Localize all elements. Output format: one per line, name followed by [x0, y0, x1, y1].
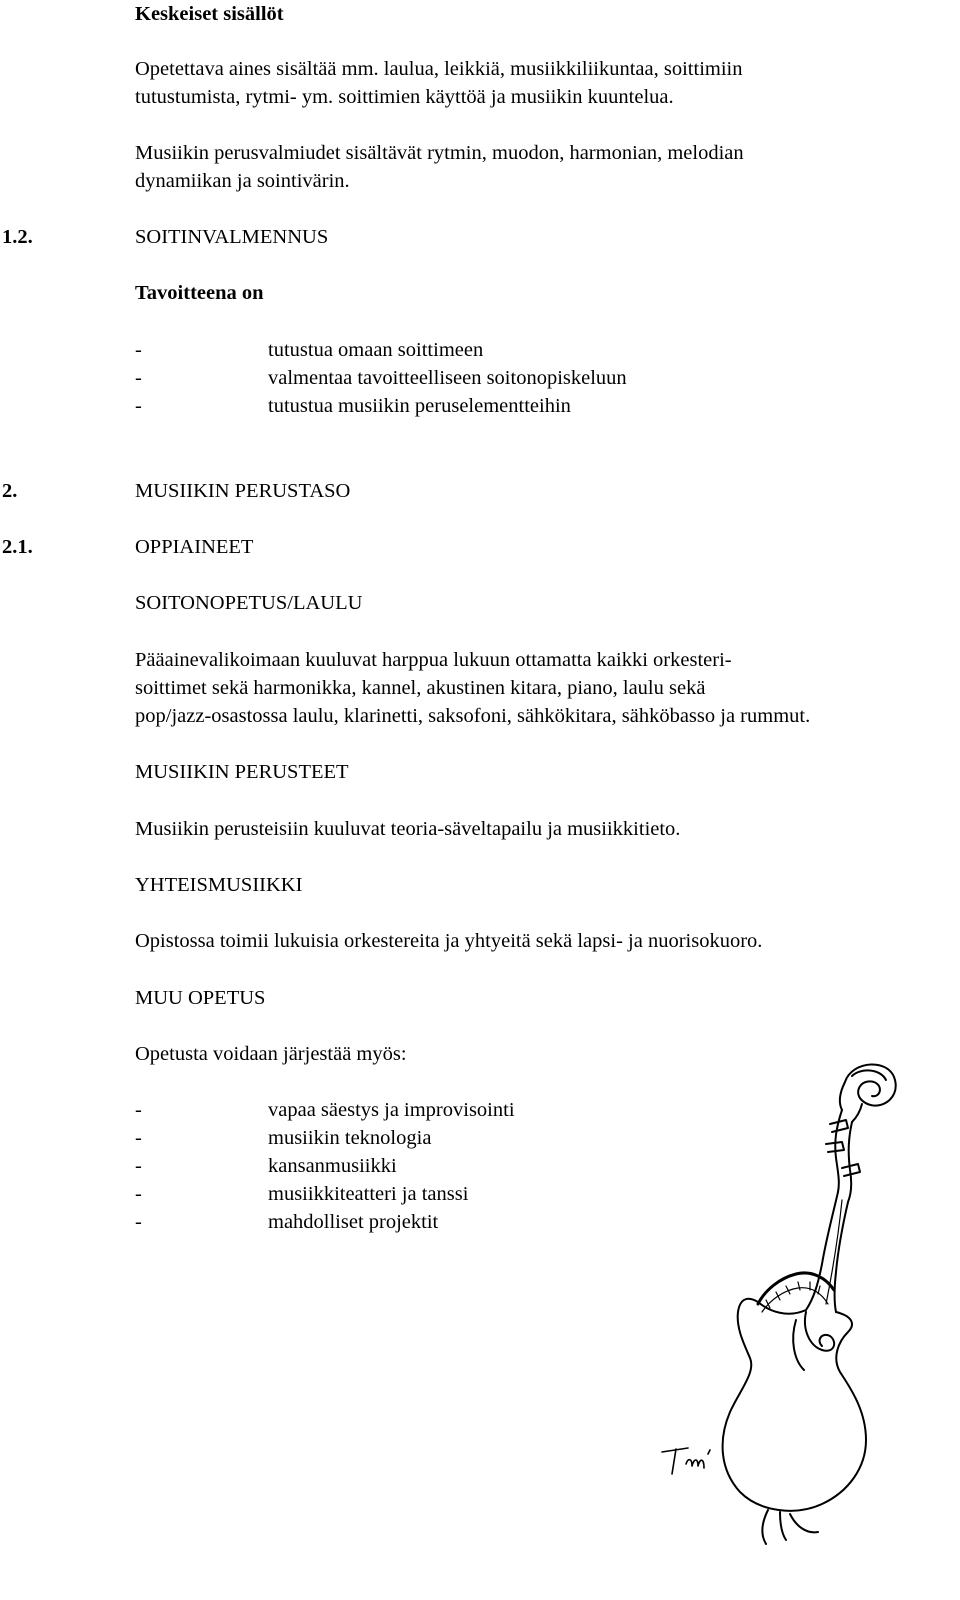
tavoitteena-heading: Tavoitteena on [135, 282, 264, 304]
soitinvalmennus-number: 1.2. [2, 226, 33, 248]
muu-item-text: vapaa säestys ja improvisointi [268, 1099, 515, 1121]
cello-endpin [762, 1510, 818, 1544]
cello-body [723, 1273, 866, 1511]
soitonopetus-line-2: soittimet sekä harmonikka, kannel, akustinen kitara, piano, laulu sekä [135, 677, 706, 699]
keskeiset-paragraph-1-line-1: Opetettava aines sisältää mm. laulua, leikkiä, musiikkiliikuntaa, soittimiin [135, 58, 743, 80]
cello-scroll [840, 1064, 896, 1122]
keskeiset-heading: Keskeiset sisällöt [135, 3, 284, 25]
perusteet-heading: MUSIIKIN PERUSTEET [135, 761, 349, 783]
goal-item-text: tutustua omaan soittimeen [268, 339, 484, 361]
goal-item-text: valmentaa tavoitteelliseen soitonopiskeluun [268, 367, 627, 389]
keskeiset-paragraph-2-line-1: Musiikin perusvalmiudet sisältävät rytmin, muodon, harmonian, melodian [135, 142, 744, 164]
perusteet-text: Musiikin perusteisiin kuuluvat teoria-säveltapailu ja musiikkitieto. [135, 818, 681, 840]
muu-item-text: kansanmusiikki [268, 1155, 397, 1177]
oppiaineet-number: 2.1. [2, 536, 33, 558]
keskeiset-paragraph-2-line-2: dynamiikan ja sointivärin. [135, 170, 350, 192]
muu-item-text: musiikkiteatteri ja tanssi [268, 1183, 469, 1205]
muu-item-dash: - [135, 1099, 142, 1121]
muu-item-dash: - [135, 1183, 142, 1205]
goal-item-dash: - [135, 395, 142, 417]
soitonopetus-heading: SOITONOPETUS/LAULU [135, 592, 363, 614]
cello-neck [806, 1192, 848, 1312]
cello-pegbox [826, 1110, 860, 1202]
oppiaineet-title: OPPIAINEET [135, 536, 254, 558]
muu-opetus-text: Opetusta voidaan järjestää myös: [135, 1043, 407, 1065]
goal-item-text: tutustua musiikin peruselementteihin [268, 395, 571, 417]
muu-item-dash: - [135, 1127, 142, 1149]
muu-item-dash: - [135, 1211, 142, 1233]
goal-item-dash: - [135, 367, 142, 389]
soitinvalmennus-title: SOITINVALMENNUS [135, 226, 329, 248]
muu-item-text: musiikin teknologia [268, 1127, 432, 1149]
muu-item-dash: - [135, 1155, 142, 1177]
yhteismusiikki-heading: YHTEISMUSIIKKI [135, 874, 303, 896]
yhteismusiikki-text: Opistossa toimii lukuisia orkestereita ja yhtyeitä sekä lapsi- ja nuorisokuoro. [135, 930, 763, 952]
soitonopetus-line-3: pop/jazz-osastossa laulu, klarinetti, saksofoni, sähkökitara, sähköbasso ja rummut. [135, 705, 811, 727]
soitonopetus-line-1: Pääainevalikoimaan kuuluvat harppua lukuun ottamatta kaikki orkesteri- [135, 649, 732, 671]
keskeiset-paragraph-1-line-2: tutustumista, rytmi- ym. soittimien käyttöä ja musiikin kuuntelua. [135, 86, 674, 108]
perustaso-number: 2. [2, 480, 18, 502]
muu-item-text: mahdolliset projektit [268, 1211, 439, 1233]
cello-drawing-icon [590, 1050, 910, 1550]
perustaso-title: MUSIIKIN PERUSTASO [135, 480, 351, 502]
muu-opetus-heading: MUU OPETUS [135, 987, 266, 1009]
artist-signature [662, 1448, 710, 1474]
goal-item-dash: - [135, 339, 142, 361]
